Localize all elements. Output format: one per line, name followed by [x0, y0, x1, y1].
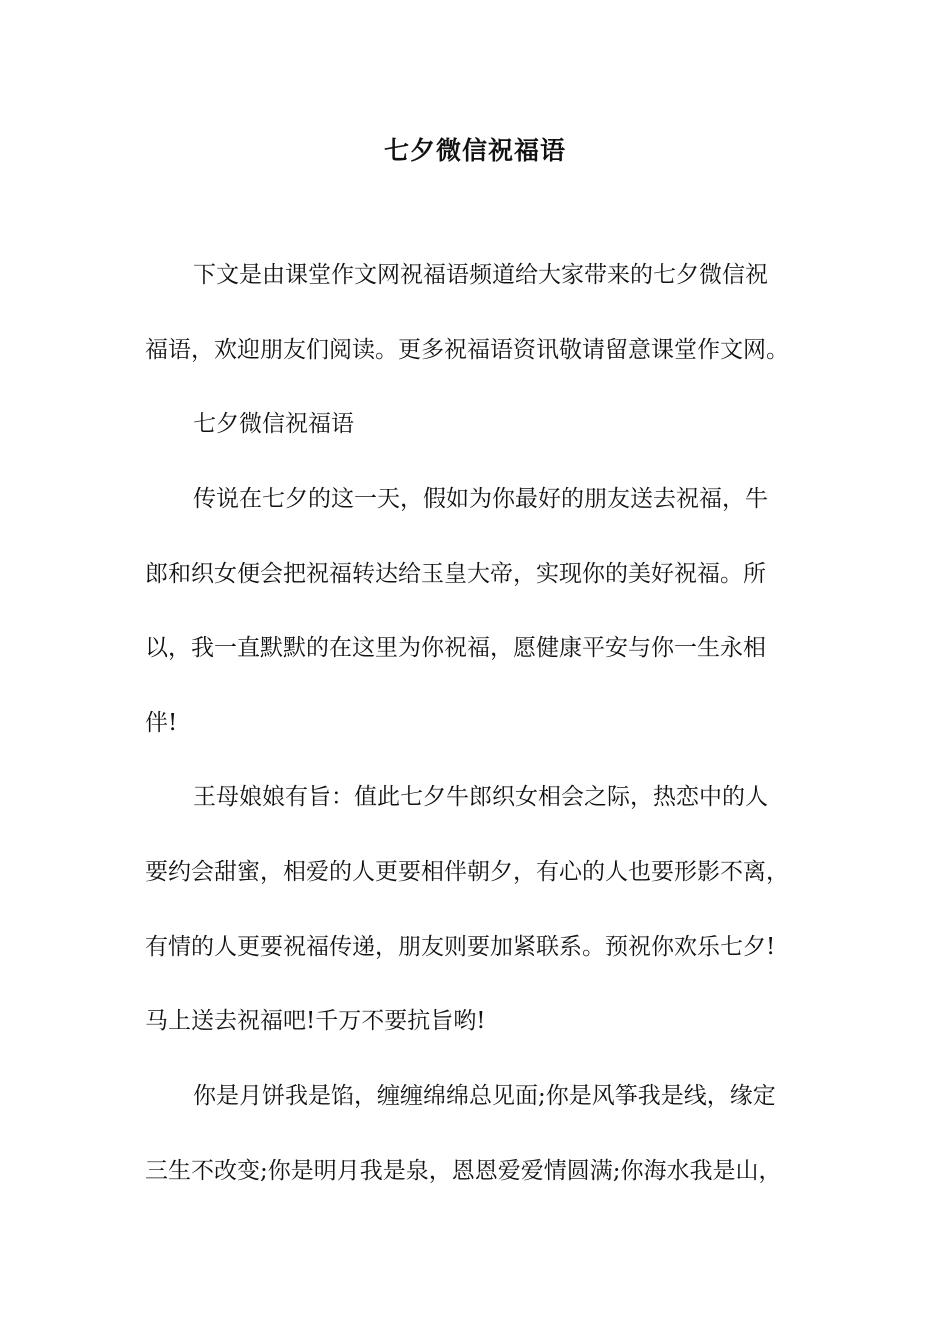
paragraph-line: 福语，欢迎朋友们阅读。更多祝福语资讯敬请留意课堂作文网。	[145, 337, 789, 363]
paragraph-line: 传说在七夕的这一天，假如为你最好的朋友送去祝福，牛	[193, 486, 768, 512]
paragraph-line: 三生不改变;你是明月我是泉，恩恩爱爱情圆满;你海水我是山，	[145, 1158, 782, 1184]
paragraph-line: 以，我一直默默的在这里为你祝福，愿健康平安与你一生永相	[145, 635, 766, 661]
paragraph-line: 要约会甜蜜，相爱的人更要相伴朝夕，有心的人也要形影不离，	[145, 859, 789, 885]
paragraph-line: 伴!	[145, 710, 178, 736]
paragraph-line: 下文是由课堂作文网祝福语频道给大家带来的七夕微信祝	[193, 262, 768, 288]
paragraph-line: 王母娘娘有旨：值此七夕牛郎织女相会之际，热恋中的人	[193, 784, 768, 810]
paragraph-line: 你是月饼我是馅，缠缠绵绵总见面;你是风筝我是线，缘定	[193, 1083, 776, 1109]
paragraph-line: 马上送去祝福吧!千万不要抗旨哟!	[145, 1008, 486, 1034]
document-title: 七夕微信祝福语	[383, 136, 566, 165]
paragraph-line: 有情的人更要祝福传递，朋友则要加紧联系。预祝你欢乐七夕!	[145, 934, 776, 960]
paragraph-line: 郎和织女便会把祝福转达给玉皇大帝，实现你的美好祝福。所	[145, 561, 766, 587]
section-heading: 七夕微信祝福语	[193, 411, 354, 437]
